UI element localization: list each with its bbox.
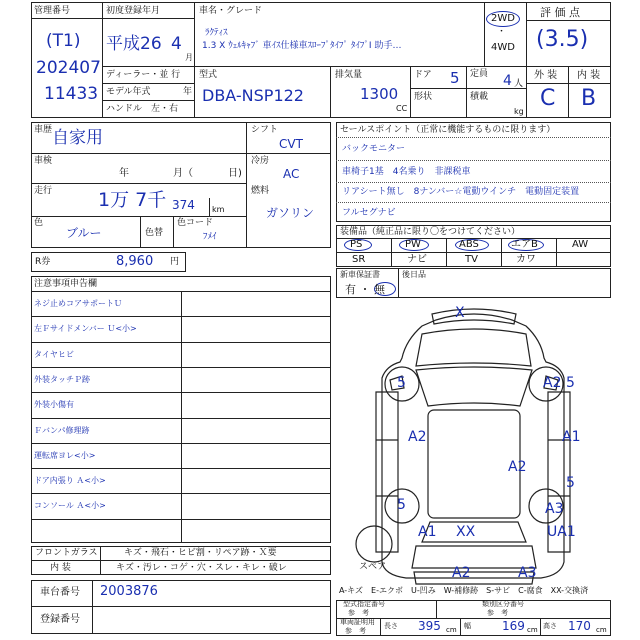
- score-ext: C: [540, 86, 556, 111]
- equip-navi: ナビ: [407, 254, 427, 265]
- colortype-label: 色替: [145, 228, 164, 238]
- mark-rl-wheel: 5: [397, 497, 406, 513]
- points-label: セールスポイント（正常に機能するものに限ります）: [340, 125, 556, 135]
- w-unit: cm: [527, 626, 538, 634]
- use-value: 自家用: [52, 128, 103, 148]
- dealer-label: ディーラー・並 行: [106, 70, 181, 80]
- handle-label: ハンドル 左・右: [106, 104, 179, 114]
- mark-rear-bumper: A3: [518, 565, 537, 581]
- score-int: B: [581, 86, 597, 111]
- colorcode-label: 色コード: [177, 218, 214, 228]
- h-title: 高さ: [543, 622, 557, 630]
- load-unit: kg: [514, 107, 524, 116]
- spare-label: スペア: [359, 562, 387, 572]
- recycle-label: R券: [35, 257, 51, 267]
- type-value: DBA-NSP122: [202, 86, 304, 105]
- w-value: 169: [502, 619, 525, 633]
- score-label: 評 価 点: [540, 6, 580, 19]
- chassis-value: 2003876: [100, 584, 158, 599]
- h-value: 170: [568, 619, 591, 633]
- type-label: 型式: [199, 70, 218, 80]
- door-value: 5: [450, 69, 460, 87]
- w-title: 幅: [464, 622, 471, 630]
- mark-rr-wheel: 5: [566, 475, 575, 491]
- color-label: 色: [34, 218, 44, 228]
- drive-4wd: 4WD: [491, 42, 515, 53]
- cc-unit: CC: [396, 104, 408, 113]
- regno-label: 登録番号: [40, 614, 80, 625]
- mark-trunk: XX: [456, 524, 476, 540]
- mgmt-line1: (T1): [46, 31, 81, 51]
- glass-label: フロントガラス: [35, 548, 98, 558]
- point-4: フルセグナビ: [342, 208, 396, 218]
- model-year-label: モデル年式: [106, 87, 151, 97]
- notes-row-divider: [31, 342, 331, 343]
- len-value: 395: [418, 619, 441, 633]
- reg-era: 平成26: [106, 34, 162, 54]
- mark-rr-code: A3: [545, 501, 564, 517]
- shift-value: CVT: [279, 137, 303, 151]
- notes-item: タイヤヒビ: [34, 349, 74, 359]
- notes-row-divider: [31, 519, 331, 520]
- recycle-frame: [31, 252, 186, 272]
- car-model: ﾗｸﾃｨｽ: [205, 28, 228, 38]
- drive-dot: ・: [497, 27, 507, 37]
- model-year-unit: 年: [183, 87, 193, 97]
- glass-int-label: 内 装: [50, 563, 71, 573]
- inspect-d: 日): [228, 168, 242, 179]
- footer-l2b: 参 考: [487, 609, 508, 617]
- load-label: 積載: [470, 92, 489, 102]
- mileage-sub: 374: [172, 198, 195, 212]
- reg-label: 初度登録年月: [106, 6, 161, 16]
- mark-roof: A2: [508, 459, 527, 475]
- colorcode-value: ﾌﾒｲ: [203, 232, 217, 242]
- mileage-label: 走行: [34, 186, 53, 196]
- cc-value: 1300: [360, 85, 399, 103]
- mark-front: X: [455, 305, 465, 321]
- inspect-y: 年: [119, 168, 129, 179]
- color-value: ブルー: [66, 226, 102, 240]
- notes-row-divider: [31, 367, 331, 368]
- shift-label: シフト: [251, 125, 279, 135]
- notes-item: ネジ止めコアサポートＵ: [34, 299, 122, 308]
- notes-row-divider: [31, 493, 331, 494]
- warranty-value: 有 ・ 無: [345, 283, 385, 296]
- warranty-label: 新車保証書: [340, 270, 380, 279]
- mgmt-line2: 202407: [36, 58, 101, 78]
- footer-l1b: 参 考: [348, 609, 369, 617]
- equip-label: 装備品（純正品に限り〇をつけてください）: [340, 227, 521, 237]
- mark-left-rear-door: A1: [418, 524, 437, 540]
- len-sub: 参 考: [345, 627, 366, 635]
- car-grade: 1.3 X ｳｪﾙｷｬﾌﾞ 車ｲｽ仕様車ｽﾛｰﾌﾟﾀｲﾌﾟ ﾀｲﾌﾟⅠ 助手…: [202, 41, 402, 51]
- notes-item: コンソール Ａ<小>: [34, 501, 106, 511]
- car-label: 車名・グレード: [199, 6, 263, 16]
- equip-pw: PW: [405, 239, 421, 250]
- diagram-legend: A-キズ E-エクボ U-凹み W-補修跡 S-サビ C-腐食 XX-交換済: [339, 586, 589, 595]
- recycle-value: 8,960: [116, 254, 154, 269]
- notes-row-divider: [31, 443, 331, 444]
- equip-aw: AW: [572, 239, 589, 250]
- mileage-value: 1万 7千: [98, 189, 167, 211]
- notes-row-divider: [31, 316, 331, 317]
- mark-right-fender: A1: [562, 429, 581, 445]
- footer-l2: 類別区分番号: [482, 600, 524, 608]
- notes-item: Ｆバンパ修理跡: [34, 425, 90, 435]
- glass-int-value: キズ・汚レ・コゲ・穴・スレ・キレ・破レ: [116, 563, 287, 573]
- fuel-value: ガソリン: [266, 206, 315, 220]
- len-label: 車両証明用: [340, 618, 375, 626]
- door-label: ドア: [414, 70, 432, 80]
- mark-fr-wheel: 5: [566, 375, 575, 391]
- point-1: バックモニター: [342, 144, 406, 154]
- mark-fr-wheel-code: A2: [543, 375, 562, 391]
- len-title: 長さ: [384, 622, 398, 630]
- notes-item: 外装小傷有: [34, 400, 74, 410]
- inspect-m: 月（: [173, 168, 193, 179]
- mark-rear-left-bumper: A2: [452, 565, 471, 581]
- ac-value: AC: [283, 167, 300, 181]
- mark-left-fender: A2: [408, 429, 427, 445]
- use-label: 車歴: [34, 125, 53, 135]
- equip-tv: TV: [465, 254, 478, 265]
- h-unit: cm: [596, 626, 607, 634]
- fuel-label: 燃料: [251, 186, 270, 196]
- seats-unit: 人: [514, 79, 524, 89]
- glass-value: キズ・飛石・ヒビ割・リペア跡・Ｘ要: [124, 548, 277, 558]
- score-int-label: 内 装: [577, 70, 601, 81]
- cc-label: 排気量: [335, 70, 363, 80]
- mark-fl-wheel: 5: [397, 375, 406, 391]
- notes-item: 運転席ヨレ<小>: [34, 450, 96, 460]
- notes-row-divider: [31, 468, 331, 469]
- notes-row-divider: [31, 392, 331, 393]
- seats-label: 定員: [470, 69, 489, 79]
- mileage-unit: km: [212, 205, 225, 214]
- mgmt-label: 管理番号: [34, 6, 71, 16]
- mark-rear-right: UA1: [547, 524, 576, 540]
- equip-sr: SR: [352, 254, 366, 265]
- inspect-label: 車検: [34, 156, 53, 166]
- notes-row-divider: [31, 418, 331, 419]
- footer-l1: 型式指定番号: [343, 600, 385, 608]
- reg-month-unit: 月: [185, 53, 193, 62]
- notes-item: 外装タッチＰ跡: [34, 374, 90, 384]
- ac-label: 冷房: [251, 156, 270, 166]
- notes-item: 左Ｆサイドメンバー Ｕ<小>: [34, 324, 137, 334]
- notes-label: 注意事項申告欄: [34, 279, 98, 289]
- notes-item: ドア内張り Ａ<小>: [34, 476, 106, 486]
- reg-month: 4: [171, 34, 182, 54]
- point-3: リアシート無し 8ナンバー☆電動ウインチ 電動固定装置: [342, 187, 580, 197]
- recycle-unit: 円: [170, 257, 180, 267]
- score-ext-label: 外 装: [534, 70, 558, 81]
- point-2: 車椅子1基 4名乗り 非課税車: [342, 167, 471, 177]
- score-value: (3.5): [536, 27, 589, 52]
- equip-abs: ABS: [459, 239, 479, 250]
- equip-airbag: エアB: [511, 239, 538, 250]
- drive-2wd: 2WD: [491, 13, 515, 24]
- equip-leather: カワ: [516, 254, 536, 265]
- len-unit: cm: [446, 626, 457, 634]
- equip-ps: PS: [350, 239, 363, 250]
- mgmt-line3: 11433: [44, 84, 99, 104]
- shape-label: 形状: [414, 92, 433, 102]
- seats-value: 4: [503, 73, 512, 89]
- chassis-label: 車台番号: [40, 587, 80, 598]
- later-label: 後日品: [402, 270, 426, 279]
